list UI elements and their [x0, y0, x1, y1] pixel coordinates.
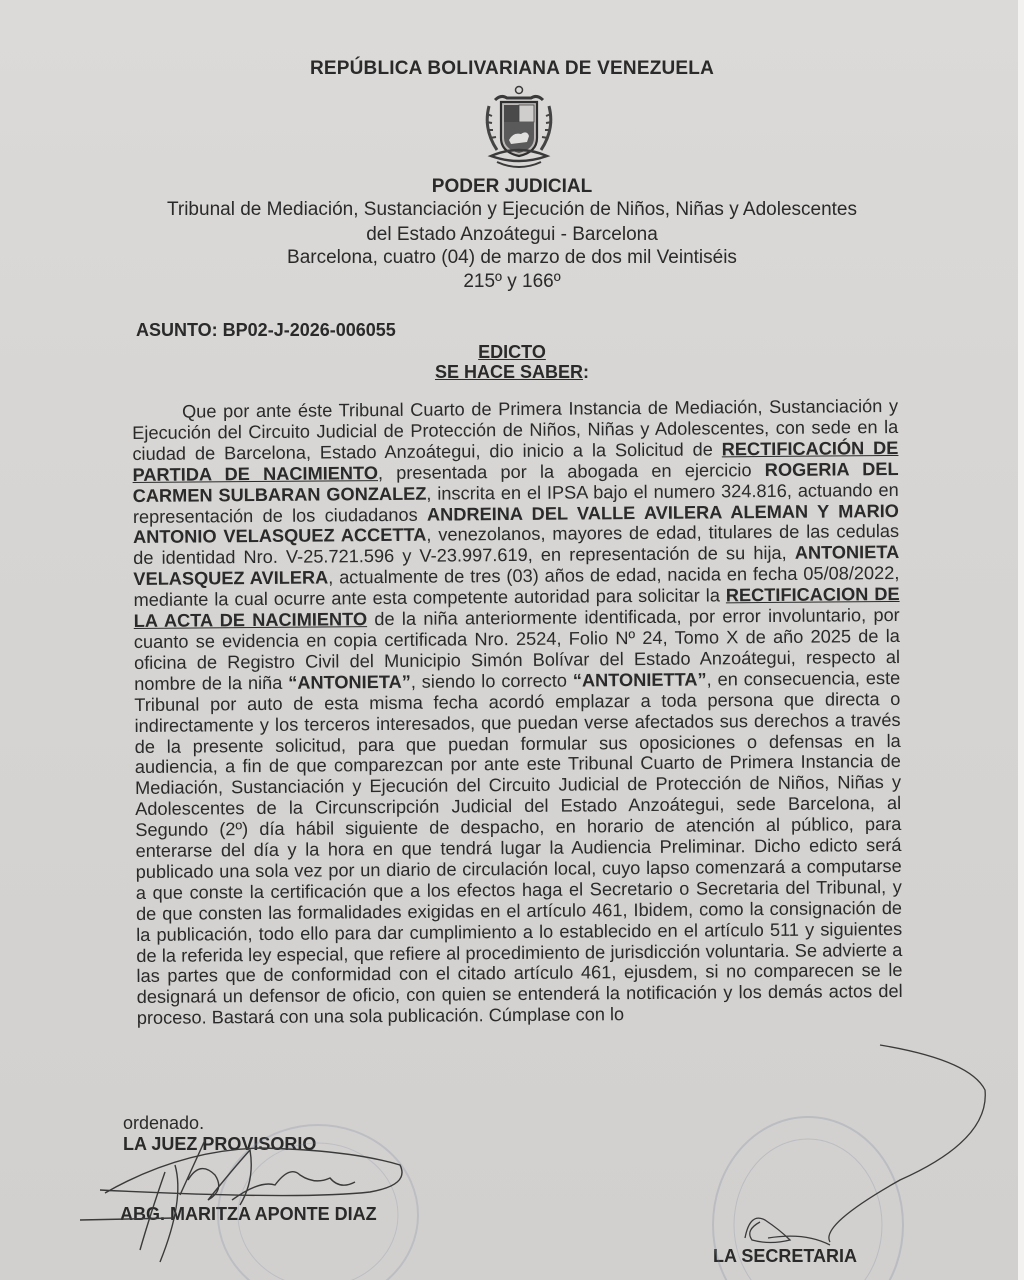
attorney-name: ROGERIA DEL CARMEN SULBARAN GONZALEZ [132, 458, 899, 506]
edicto-title: EDICTO [478, 342, 546, 362]
body-text-2: , presentada por la abogada en ejercicio [377, 459, 765, 483]
parents-names: ANDREINA DEL VALLE AVILERA ALEMAN Y MARIO ANTONIO VELASQUEZ ACCETTA [132, 500, 899, 548]
body-text-3: , inscrita en el IPSA bajo el numero 324.816, actuando en representación de los ciudadanos [132, 479, 899, 527]
republic-heading: REPÚBLICA BOLIVARIANA DE VENEZUELA [309, 58, 715, 79]
edict-body [132, 396, 903, 1029]
edict-paragraph [132, 396, 903, 1029]
body-text-6: de la niña anteriormente identificada, por error involuntario, por cuanto se evidencia en copia certificada Nro. 2524, Folio Nº 24, Tomo X de año 2025 de la oficina de Registro Civil del Municipio Simón Bolívar del Estado Anzoátegui, respecto al nombre de la niña [133, 605, 901, 694]
correct-name: “ANTONIETTA” [572, 669, 707, 691]
body-text-7: , siendo lo correcto [410, 670, 573, 692]
incorrect-name: “ANTONIETA” [288, 671, 411, 693]
date-line: Barcelona, cuatro (04) de marzo de dos mil Veintiséis [287, 247, 737, 268]
body-text-8: , en consecuencia, este Tribunal por auto de esta misma fecha acordó emplazar a toda persona que directa o indirectamente y los terceros interesados, que puedan verse afectados sus derechos a través de la presente solicitud, para que puedan formular sus oposiciones o defensas en la audiencia, a fin de que comparezcan por ante este Tribunal Cuarto de Primera Instancia de Mediación, Sustanciación y Ejecución del Circuito Judicial de Protección de Niños, Niñas y Adolescentes de la Circunscripción Judicial del Estado Anzoátegui, sede Barcelona, al Segundo (2º) día hábil siguiente de despacho, en horario de atención al público, para enterarse del día y la hora en que tendrá lugar la Audiencia Preliminar. Dicho edicto será publicado una sola vez por un diario de circulación local, cuyo lapso comenzará a computarse a que conste la certificación que a los efectos haga el Secretario o Secretaria del Tribunal, y de que consten las formalidades exigidas en el artículo 461, Ibidem, como la consignación de la publicación, todo ello para dar cumplimiento a lo establecido en el artículo 511 y siguientes de la referida ley especial, que refiere al procedimiento de jurisdicción voluntaria. Se advierte a las partes que de conformidad con el citado artículo 461, ejusdem, si no comparecen se le designará un defensor de oficio, con quien se entenderá la notificación y los demás actos del proceso. Bastará con una sola publicación. Cúmplase con lo [134, 667, 903, 1029]
closing-word: ordenado. [123, 1113, 205, 1133]
se-hace-saber-title [0, 362, 1024, 383]
body-text-5: , actualmente de tres (03) años de edad, nacida en fecha 05/08/2022, mediante la cual ocurre ante esta competente autoridad para solicitar la [133, 563, 900, 611]
coat-of-arms-icon [481, 84, 557, 172]
rectification-request: RECTIFICACION DE LA ACTA DE NACIMIENTO [133, 584, 900, 632]
years-line: 215º y 166º [463, 271, 561, 292]
court-name-line2: del Estado Anzoátegui - Barcelona [366, 224, 658, 245]
body-text-1: Que por ante éste Tribunal Cuarto de Primera Instancia de Mediación, Sustanciación y Ejecución del Circuito Judicial de Protección de Niños, Niñas y Adolescentes, con sede en la ciudad de Barcelona, Estado Anzoátegui, dio inicio a la Solicitud de [132, 395, 899, 464]
secretary-title: LA SECRETARIA [713, 1246, 857, 1266]
judge-title: LA JUEZ PROVISORIO [123, 1134, 317, 1154]
court-name-line1: Tribunal de Mediación, Sustanciación y Ejecución de Niños, Niñas y Adolescentes [166, 199, 857, 220]
branch-heading: PODER JUDICIAL [431, 176, 593, 197]
child-name: ANTONIETA VELASQUEZ AVILERA [133, 542, 900, 590]
judge-name: ABG. MARITZA APONTE DIAZ [120, 1204, 377, 1224]
petition-type: RECTIFICACIÓN DE PARTIDA DE NACIMIENTO [132, 437, 899, 485]
se-hace-saber-text: SE HACE SABER [434, 362, 584, 382]
case-number: ASUNTO: BP02-J-2026-006055 [136, 320, 396, 340]
colon: : [583, 362, 590, 382]
body-text-4: , venezolanos, mayores de edad, titulares de las cedulas de identidad Nro. V-25.721.596 y V-23.997.619, en representación de su hija, [133, 521, 900, 569]
